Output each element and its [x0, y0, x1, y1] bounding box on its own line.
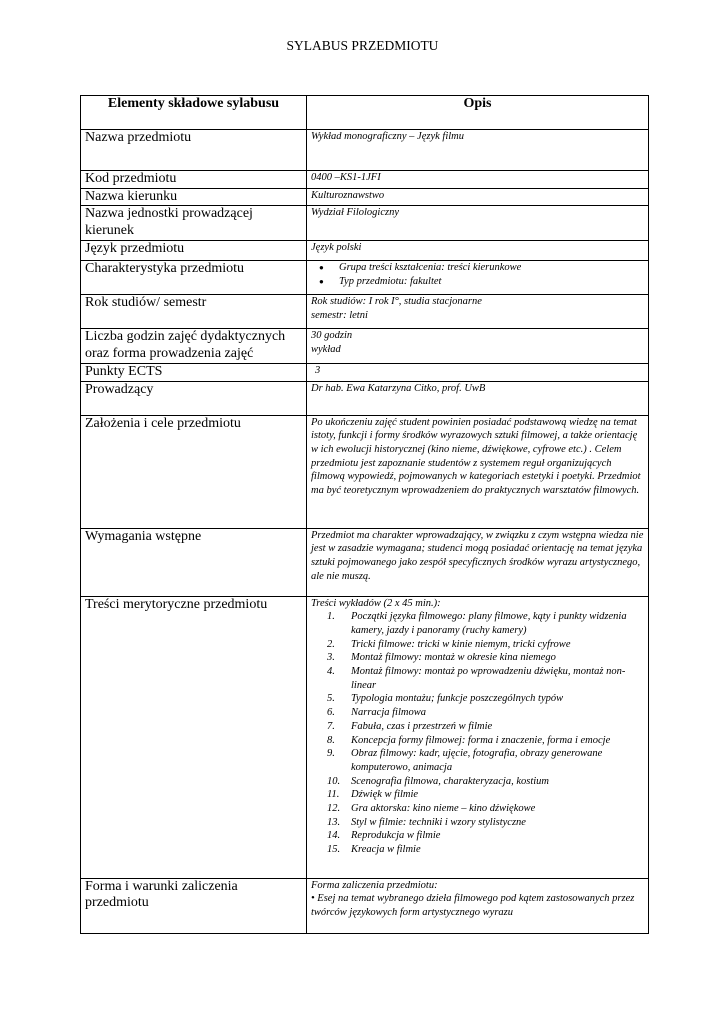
topic-text: Gra aktorska: kino nieme – kino dźwiękowe	[351, 803, 536, 815]
topic-number: 2.	[327, 638, 335, 650]
topic-text: Scenografia filmowa, charakteryzacja, kostium	[351, 775, 550, 787]
topic-text: Początki języka filmowego: plany filmowe, kąty i punkty widzenia kamery, jazdy i panoramy (ruchy kamery)	[351, 611, 627, 636]
list-item: ● Typ przedmiotu: fakultet	[311, 275, 644, 289]
header-elements: Elementy składowe sylabusu	[81, 96, 307, 130]
topic-item	[311, 692, 644, 706]
topic-item	[311, 610, 644, 637]
year-semester-label: Rok studiów/ semestr	[81, 295, 307, 329]
topic-number: 12.	[327, 803, 341, 815]
topic-item	[311, 651, 644, 665]
hours-value	[307, 329, 649, 364]
row-unit	[81, 206, 649, 241]
row-field-name	[81, 188, 649, 206]
lecturer-value: Dr hab. Ewa Katarzyna Citko, prof. UwB	[307, 381, 649, 415]
syllabus-table	[80, 95, 649, 934]
topic-item	[311, 665, 644, 692]
row-lecturer	[81, 381, 649, 415]
year-line: Rok studiów: I rok I°, studia stacjonarne	[311, 296, 482, 307]
course-code-value: 0400 –KS1-1JFI	[307, 171, 649, 189]
list-item: ● Grupa treści kształcenia: treści kierunkowe	[311, 261, 644, 275]
row-content	[81, 596, 649, 878]
topic-item	[311, 802, 644, 816]
topic-number: 9.	[327, 748, 335, 760]
requirements-value: Przedmiot ma charakter wprowadzający, w związku z czym wstępna wiedza nie jest w zasadzie wymagana; studenci mogą posiadać orientację na temat języka sztuki pojmowanego jako zespół specyficznych środków wyrazu artystycznego, ale nie muszą.	[307, 528, 649, 596]
row-assessment	[81, 878, 649, 933]
assumptions-label: Założenia i cele przedmiotu	[81, 415, 307, 528]
course-code-label: Kod przedmiotu	[81, 171, 307, 189]
topic-text: Montaż filmowy: montaż po wprowadzeniu dźwięku, montaż non-linear	[351, 666, 626, 691]
topic-text: Reprodukcja w filmie	[351, 830, 441, 842]
row-assumptions	[81, 415, 649, 528]
content-label: Treści merytoryczne przedmiotu	[81, 596, 307, 878]
row-language	[81, 241, 649, 261]
topic-number: 7.	[327, 720, 335, 732]
topic-text: Fabuła, czas i przestrzeń w filmie	[351, 720, 493, 732]
topic-number: 11.	[327, 789, 340, 801]
topic-number: 15.	[327, 844, 341, 856]
content-intro: Treści wykładów (2 x 45 min.):	[311, 597, 441, 609]
topic-item	[311, 720, 644, 734]
topic-item	[311, 734, 644, 748]
form-line: wykład	[311, 343, 341, 355]
ects-value	[307, 364, 649, 382]
hours-line: 30 godzin	[311, 330, 353, 341]
language-value: Język polski	[307, 241, 649, 261]
topics-list	[311, 610, 644, 857]
requirements-label: Wymagania wstępne	[81, 528, 307, 596]
topic-number: 3.	[327, 652, 335, 664]
topic-number: 6.	[327, 707, 335, 719]
language-label: Język przedmiotu	[81, 241, 307, 261]
characteristics-value	[307, 261, 649, 295]
unit-label: Nazwa jednostki prowadzącej kierunek	[81, 206, 307, 241]
topic-text: Dźwięk w filmie	[351, 789, 419, 801]
hours-label: Liczba godzin zajęć dydaktycznych oraz forma prowadzenia zajęć	[81, 329, 307, 364]
assumptions-value: Po ukończeniu zajęć student powinien posiadać podstawową wiedzę na temat istoty, funkcji i formy środków wyrazowych sztuki filmowej, a także orientację w ich ewolucji historycznej (kino nieme, dźwiękowe, cyfrowe etc.) . Celem przedmiotu jest zapoznanie studentów z systemem reguł organizujących filmową wypowiedź, pojmowanych w kategoriach estetyki i poetyki. Przedmiot ma być teoretycznym wprowadzeniem do praktycznych warsztatów filmowych.	[307, 415, 649, 528]
topic-number: 10.	[327, 775, 341, 787]
document-title: SYLABUS PRZEDMIOTU	[286, 38, 439, 53]
topic-number: 4.	[327, 666, 335, 678]
characteristics-label: Charakterystyka przedmiotu	[81, 261, 307, 295]
topic-text: Typologia montażu; funkcje poszczególnych typów	[351, 693, 564, 705]
field-name-value: Kulturoznawstwo	[307, 188, 649, 206]
ects-label: Punkty ECTS	[81, 364, 307, 382]
topic-item	[311, 638, 644, 652]
topic-item	[311, 706, 644, 720]
header-description: Opis	[307, 96, 649, 130]
topic-number: 8.	[327, 734, 335, 746]
ects-number: 3	[315, 365, 321, 376]
content-value	[307, 596, 649, 878]
topic-item	[311, 816, 644, 830]
table-header-row	[81, 96, 649, 130]
topic-number: 1.	[327, 611, 335, 623]
topic-text: Obraz filmowy: kadr, ujęcie, fotografia, obrazy generowane komputerowo, animacja	[351, 748, 603, 773]
unit-value: Wydział Filologiczny	[307, 206, 649, 241]
topic-text: Kreacja w filmie	[351, 844, 421, 856]
topic-item	[311, 829, 644, 843]
row-course-code	[81, 171, 649, 189]
assessment-value	[307, 878, 649, 933]
row-year-semester	[81, 295, 649, 329]
topic-number: 14.	[327, 830, 341, 842]
row-ects	[81, 364, 649, 382]
topic-item	[311, 788, 644, 802]
assessment-label: Forma i warunki zaliczenia przedmiotu	[81, 878, 307, 933]
topic-text: Styl w filmie: techniki i wzory stylistyczne	[351, 816, 526, 828]
course-name-value: Wykład monograficzny – Język filmu	[307, 130, 649, 171]
topic-number: 13.	[327, 816, 341, 828]
topic-text: Tricki filmowe: tricki w kinie niemym, tricki cyfrowe	[351, 638, 571, 650]
field-name-label: Nazwa kierunku	[81, 188, 307, 206]
lecturer-label: Prowadzący	[81, 381, 307, 415]
row-characteristics	[81, 261, 649, 295]
topic-number: 5.	[327, 693, 335, 705]
topic-item	[311, 843, 644, 857]
assessment-essay-line: • Esej na temat wybranego dzieła filmowego pod kątem zastosowanych przez twórców językowych form artystycznego wyrazu	[311, 893, 635, 918]
row-hours	[81, 329, 649, 364]
topic-item	[311, 775, 644, 789]
row-course-name	[81, 130, 649, 171]
topic-item	[311, 747, 644, 774]
year-semester-value	[307, 295, 649, 329]
topic-text: Narracja filmowa	[351, 707, 426, 719]
semester-line: semestr: letni	[311, 309, 368, 321]
course-name-label: Nazwa przedmiotu	[81, 130, 307, 171]
topic-text: Montaż filmowy: montaż w okresie kina niemego	[351, 652, 556, 664]
row-requirements	[81, 528, 649, 596]
assessment-form-line: Forma zaliczenia przedmiotu:	[311, 879, 438, 891]
characteristics-list	[311, 261, 644, 288]
topic-text: Koncepcja formy filmowej: forma i znaczenie, forma i emocje	[351, 734, 611, 746]
